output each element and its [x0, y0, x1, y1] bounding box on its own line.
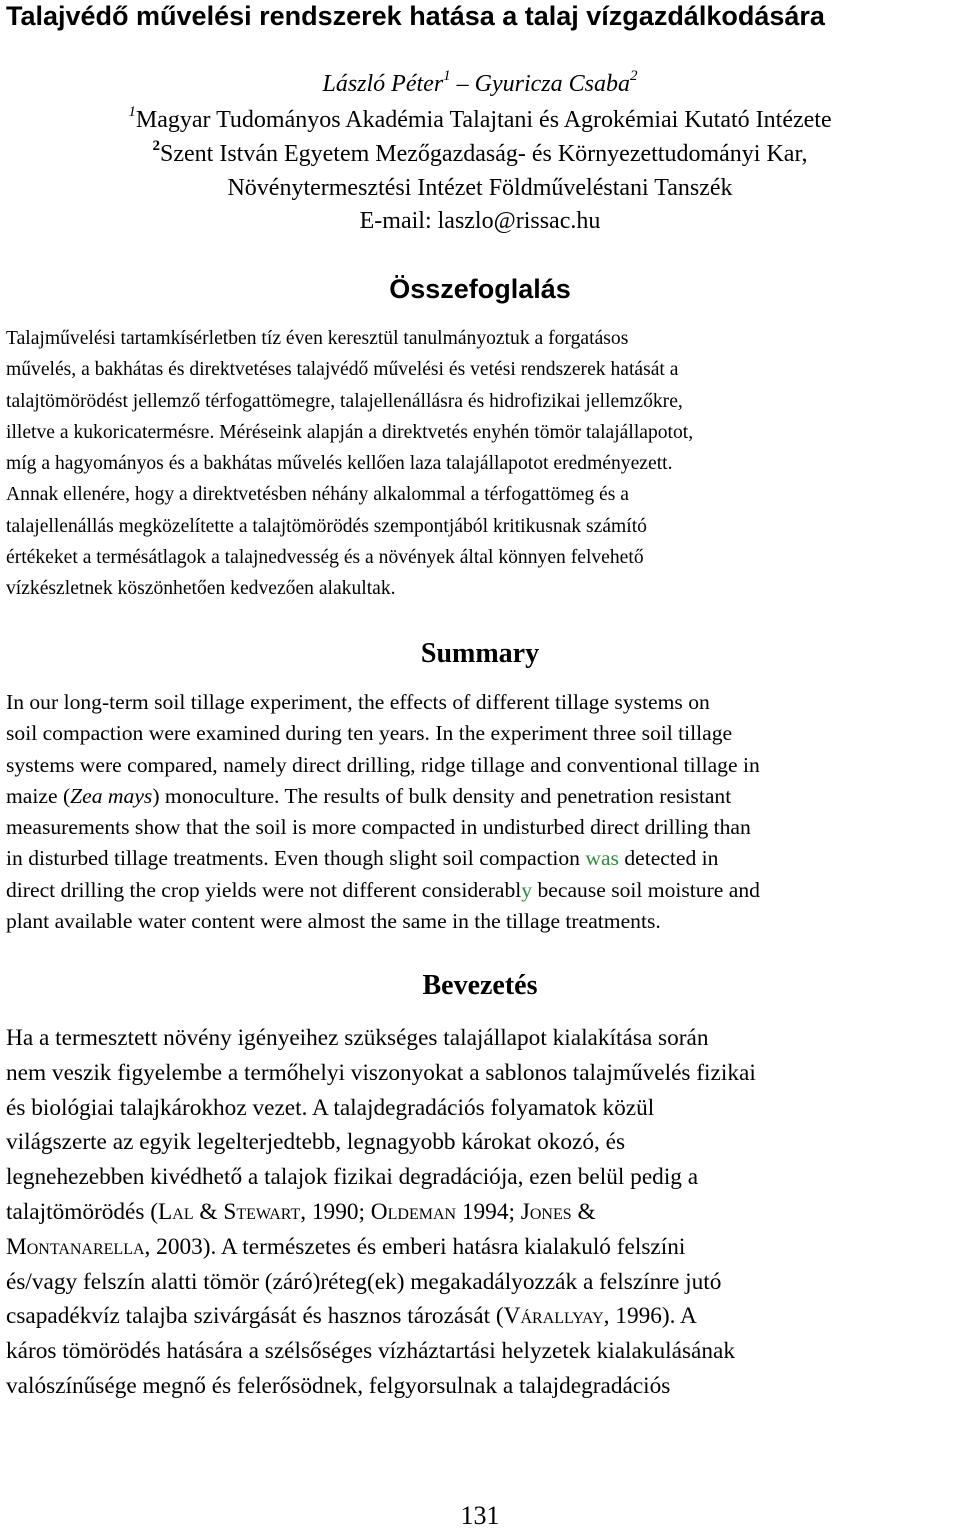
citation-lal-stewart: Lal & Stewart [158, 1198, 301, 1225]
page-number: 131 [460, 1501, 500, 1530]
english-abstract [6, 687, 956, 937]
affiliation-2-line-1: Szent István Egyetem Mezőgazdaság- és Környezettudományi Kar, [160, 141, 808, 167]
highlighted-letter-y: y [521, 877, 533, 902]
intro-text-2: , 1990; [300, 1198, 371, 1225]
highlighted-word-was: was [585, 846, 619, 871]
affiliation-1-superscript: 1 [128, 104, 136, 120]
intro-text-3: 1994; [456, 1198, 521, 1225]
affiliation-2-line-2: Növénytermesztési Intézet Földműveléstani Tanszék [227, 175, 733, 201]
english-abstract-part-3: detected in direct drilling the crop yields were not different considerabl [6, 846, 719, 902]
author-2: Gyuricza Csaba [474, 71, 630, 97]
affiliation-2 [0, 138, 960, 170]
intro-text-1: Ha a termesztett növény igényeihez szükséges talajállapot kialakítása során nem veszik figyelembe a termőhelyi viszonyokat a sablonos talajművelés fizikai és biológiai talajkárokhoz vezet. A talajdegradációs folyamatok közül világszerte az egyik legelterjedtebb, legnagyobb károkat okozó, és legnehezebben kivédhető a talajok fizikai degradációja, ezen belül pedig a talajtömörödés ( [6, 1025, 756, 1225]
section-heading-osszefoglalas: Összefoglalás [389, 274, 571, 304]
introduction-paragraph [6, 1021, 956, 1404]
author-line [0, 68, 960, 100]
hungarian-abstract: Talajművelési tartamkísérletben tíz éven keresztül tanulmányoztuk a forgatásos művelés, a bakhátas és direktvetéses talajvédő művelési és vetési rendszerek hatását a talajtömörödést jellemző térfogattömegre, talajellenállásra és hidrofizikai jellemzőkre, illetve a kukoricatermésre. Méréseink alapján a direktvetés enyhén tömör talajállapotot, míg a hagyományos és a bakhátas művelés kellően laza talajállapotot eredményezett. Annak ellenére, hogy a direktvetésben néhány alkalommal a térfogattömeg és a talajellenállás megközelítette a talajtömörödés szempontjából kritikusnak számító értékeket a termésátlagok a talajnedvesség és a növények által könnyen felvehető vízkészletnek köszönhetően kedvezően alakultak. [6, 328, 694, 599]
author-1: László Péter [322, 71, 444, 97]
affiliation-1-text: Magyar Tudományos Akadémia Talajtani és Agrokémiai Kutató Intézete [135, 107, 832, 133]
affiliation-2-superscript: 2 [152, 138, 160, 154]
english-abstract-part-4: because soil moisture and plant available water content were almost the same in the tillage treatments. [6, 877, 760, 933]
citation-varallyay: Várallyay [503, 1303, 604, 1330]
intro-text-5: , 1996). A káros tömörödés hatására a szélsőséges vízháztartási helyzetek kialakulásának valószínűsége megnő és felerősödnek, felgyorsulnak a talajdegradációs [6, 1303, 736, 1399]
author-1-superscript: 1 [443, 68, 451, 84]
affiliation-1 [0, 104, 960, 136]
english-abstract-part-2: ) monoculture. The results of bulk density and penetration resistant measurements show that the soil is more compacted in undisturbed direct drilling than in disturbed tillage treatments. Even though slight soil compaction [6, 783, 751, 871]
author-separator: – [450, 71, 475, 97]
author-2-superscript: 2 [630, 68, 638, 84]
english-abstract-part-1: In our long-term soil tillage experiment, the effects of different tillage systems on soil compaction were examined during ten years. In the experiment three soil tillage systems were compared, namely direct drilling, ridge tillage and conventional tillage in maize ( [6, 690, 760, 808]
section-heading-bevezetes: Bevezetés [422, 970, 538, 1001]
paper-title: Talajvédő művelési rendszerek hatása a talaj vízgazdálkodására [6, 1, 825, 31]
citation-montanarella: Montanarella [6, 1233, 145, 1260]
intro-text-4: , 2003). A természetes és emberi hatásra kialakuló felszíni és/vagy felszín alatti tömör (záró)réteg(ek) megakadályozzák a felszínre jutó csapadékvíz talajba szivárgását és hasznos tározását ( [6, 1233, 722, 1330]
species-name: Zea mays [70, 783, 153, 808]
citation-jones: Jones & [520, 1198, 596, 1225]
citation-oldeman: Oldeman [370, 1198, 457, 1225]
section-heading-summary: Summary [420, 638, 540, 669]
author-email: E-mail: laszlo@rissac.hu [359, 208, 601, 234]
